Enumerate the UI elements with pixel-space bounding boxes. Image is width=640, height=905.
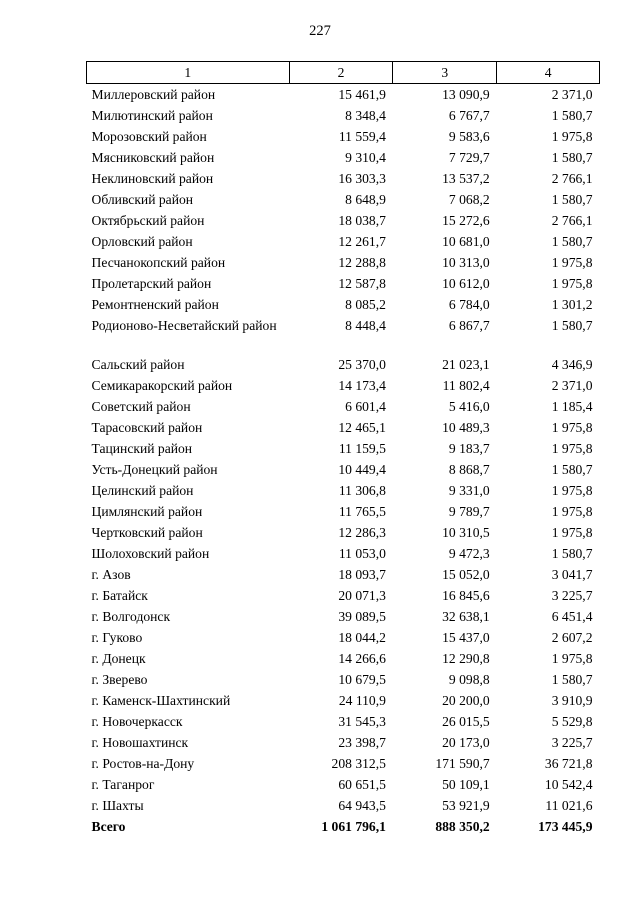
- row-value-col-3: 7 068,2: [448, 192, 490, 207]
- row-value-col-3: 7 729,7: [448, 150, 490, 165]
- table-row: [87, 459, 600, 480]
- row-value-col-3: 9 583,6: [448, 129, 490, 144]
- row-value-col-4: 2 607,2: [551, 630, 593, 645]
- row-value-col-2: 9 310,4: [345, 150, 386, 165]
- row-name-cell: Ремонтненский район: [91, 297, 219, 312]
- row-value-col-2: 12 286,3: [338, 525, 386, 540]
- row-value-col-4: 6 451,4: [551, 609, 593, 624]
- row-name-cell: г. Таганрог: [91, 777, 155, 792]
- row-value-col-4: 3 225,7: [551, 588, 593, 603]
- row-name-cell: г. Каменск-Шахтинский: [91, 693, 231, 708]
- row-value-col-3: 10 313,0: [442, 255, 490, 270]
- row-name-cell: Цимлянский район: [91, 504, 203, 519]
- table-row: [87, 543, 600, 564]
- table-row: [87, 795, 600, 816]
- table-row: [87, 690, 600, 711]
- row-value-col-3: 6 867,7: [448, 318, 490, 333]
- row-value-col-4: 2 766,1: [551, 171, 593, 186]
- row-name-cell: г. Гуково: [91, 630, 143, 645]
- table-row: [87, 294, 600, 315]
- row-value-col-4: 1 580,7: [551, 546, 593, 561]
- total-row: [87, 816, 600, 837]
- row-value-col-3: 10 310,5: [442, 525, 490, 540]
- row-value-col-2: 20 071,3: [338, 588, 386, 603]
- row-value-col-4: 3 041,7: [551, 567, 593, 582]
- row-value-col-3: 15 272,6: [442, 213, 490, 228]
- row-value-col-4: 10 542,4: [544, 777, 593, 792]
- row-value-col-3: 9 472,3: [448, 546, 490, 561]
- row-value-col-3: 171 590,7: [435, 756, 490, 771]
- row-value-col-2: 8 448,4: [345, 318, 386, 333]
- row-value-col-2: 12 261,7: [338, 234, 386, 249]
- row-name-cell: Тарасовский район: [91, 420, 203, 435]
- row-value-col-3: 15 052,0: [442, 567, 490, 582]
- row-value-col-3: 6 767,7: [448, 108, 490, 123]
- row-value-col-2: 11 559,4: [338, 129, 386, 144]
- row-name-cell: Целинский район: [91, 483, 194, 498]
- table-row: [87, 126, 600, 147]
- row-name-cell: Чертковский район: [91, 525, 203, 540]
- table-body: [87, 84, 600, 838]
- row-name-cell: Обливский район: [91, 192, 194, 207]
- total-col-3: 888 350,2: [435, 819, 490, 834]
- table-row: [87, 627, 600, 648]
- row-value-col-3: 9 789,7: [448, 504, 490, 519]
- table-row: [87, 606, 600, 627]
- row-value-col-3: 20 173,0: [442, 735, 490, 750]
- row-value-col-2: 11 765,5: [338, 504, 386, 519]
- row-name-cell: г. Зверево: [91, 672, 148, 687]
- row-name-cell: Октябрьский район: [91, 213, 205, 228]
- row-value-col-2: 60 651,5: [338, 777, 386, 792]
- row-name-cell: Шолоховский район: [91, 546, 210, 561]
- table-row: [87, 732, 600, 753]
- row-value-col-4: 1 580,7: [551, 192, 593, 207]
- row-value-col-3: 20 200,0: [442, 693, 490, 708]
- row-value-col-2: 10 449,4: [338, 462, 386, 477]
- row-value-col-4: 1 975,8: [551, 420, 593, 435]
- row-value-col-4: 2 371,0: [551, 87, 593, 102]
- table-row: [87, 354, 600, 375]
- row-value-col-3: 5 416,0: [448, 399, 490, 414]
- row-value-col-4: 1 580,7: [551, 672, 593, 687]
- row-name-cell: г. Новочеркасск: [91, 714, 183, 729]
- row-value-col-2: 12 587,8: [338, 276, 386, 291]
- table-row: [87, 753, 600, 774]
- row-value-col-4: 11 021,6: [545, 798, 593, 813]
- header-col-4: 4: [497, 62, 600, 84]
- header-col-1: 1: [87, 62, 290, 84]
- row-value-col-2: 8 348,4: [345, 108, 386, 123]
- row-value-col-4: 2 371,0: [551, 378, 593, 393]
- table-row: [87, 210, 600, 231]
- row-value-col-4: 1 580,7: [551, 108, 593, 123]
- row-value-col-4: 1 185,4: [551, 399, 593, 414]
- row-value-col-4: 1 580,7: [551, 234, 593, 249]
- row-value-col-4: 36 721,8: [544, 756, 593, 771]
- row-value-col-2: 64 943,5: [338, 798, 386, 813]
- row-value-col-3: 10 489,3: [442, 420, 490, 435]
- row-name-cell: Родионово-Несветайский район: [91, 318, 277, 333]
- page-number: 227: [309, 23, 331, 39]
- table-row: [87, 417, 600, 438]
- table-row: [87, 438, 600, 459]
- row-value-col-2: 208 312,5: [331, 756, 386, 771]
- row-value-col-4: 2 766,1: [551, 213, 593, 228]
- row-value-col-3: 50 109,1: [442, 777, 490, 792]
- row-value-col-2: 14 266,6: [338, 651, 386, 666]
- total-col-2: 1 061 796,1: [321, 819, 386, 834]
- table-row: [87, 396, 600, 417]
- row-value-col-2: 31 545,3: [338, 714, 386, 729]
- row-value-col-2: 18 038,7: [338, 213, 386, 228]
- row-value-col-2: 39 089,5: [338, 609, 386, 624]
- row-value-col-3: 13 090,9: [442, 87, 490, 102]
- row-value-col-3: 12 290,8: [442, 651, 490, 666]
- row-name-cell: Усть-Донецкий район: [91, 462, 218, 477]
- row-value-col-3: 8 868,7: [448, 462, 490, 477]
- row-value-col-3: 16 845,6: [442, 588, 490, 603]
- table-row: [87, 564, 600, 585]
- row-value-col-2: 12 465,1: [338, 420, 386, 435]
- row-value-col-4: 1 580,7: [551, 318, 593, 333]
- row-name-cell: Сальский район: [91, 357, 185, 372]
- row-name-cell: г. Ростов-на-Дону: [91, 756, 195, 771]
- row-value-col-2: 18 044,2: [338, 630, 386, 645]
- row-value-col-4: 3 225,7: [551, 735, 593, 750]
- row-value-col-2: 8 085,2: [345, 297, 386, 312]
- row-name-cell: Миллеровский район: [91, 87, 216, 102]
- row-name-cell: г. Батайск: [91, 588, 148, 603]
- row-value-col-4: 1 975,8: [551, 483, 593, 498]
- row-value-col-4: 1 580,7: [551, 150, 593, 165]
- row-value-col-4: 1 975,8: [551, 255, 593, 270]
- table-row: [87, 669, 600, 690]
- row-value-col-4: 1 975,8: [551, 504, 593, 519]
- header-row: [87, 62, 600, 84]
- row-value-col-2: 6 601,4: [345, 399, 386, 414]
- row-value-col-4: 1 975,8: [551, 129, 593, 144]
- row-value-col-4: 5 529,8: [551, 714, 593, 729]
- table-row: [87, 711, 600, 732]
- row-value-col-2: 10 679,5: [338, 672, 386, 687]
- row-value-col-2: 23 398,7: [338, 735, 386, 750]
- table-row: [87, 375, 600, 396]
- row-value-col-4: 1 975,8: [551, 525, 593, 540]
- row-name-cell: Орловский район: [91, 234, 193, 249]
- row-value-col-3: 10 612,0: [442, 276, 490, 291]
- row-name-cell: Милютинский район: [91, 108, 213, 123]
- row-value-col-2: 12 288,8: [338, 255, 386, 270]
- row-name-cell: Неклиновский район: [91, 171, 214, 186]
- row-value-col-2: 8 648,9: [345, 192, 386, 207]
- row-value-col-3: 21 023,1: [442, 357, 490, 372]
- table-row: [87, 480, 600, 501]
- row-value-col-3: 13 537,2: [442, 171, 490, 186]
- row-value-col-4: 1 580,7: [551, 462, 593, 477]
- row-name-cell: Советский район: [91, 399, 191, 414]
- row-value-col-2: 25 370,0: [338, 357, 386, 372]
- table-row: [87, 585, 600, 606]
- table-row: [87, 315, 600, 354]
- row-value-col-3: 9 098,8: [448, 672, 490, 687]
- row-value-col-3: 15 437,0: [442, 630, 490, 645]
- table-row: [87, 231, 600, 252]
- table-row: [87, 105, 600, 126]
- row-name-cell: Тацинский район: [91, 441, 193, 456]
- row-name-cell: г. Азов: [91, 567, 131, 582]
- total-col-4: 173 445,9: [538, 819, 593, 834]
- row-value-col-2: 11 306,8: [338, 483, 386, 498]
- row-value-col-4: 1 975,8: [551, 441, 593, 456]
- row-value-col-3: 11 802,4: [442, 378, 490, 393]
- table-row: [87, 522, 600, 543]
- row-name-cell: Пролетарский район: [91, 276, 212, 291]
- row-value-col-2: 18 093,7: [338, 567, 386, 582]
- table-row: [87, 501, 600, 522]
- row-value-col-2: 16 303,3: [338, 171, 386, 186]
- row-value-col-3: 32 638,1: [442, 609, 490, 624]
- table-row: [87, 189, 600, 210]
- table-row: [87, 147, 600, 168]
- table-row: [87, 648, 600, 669]
- data-table: [86, 61, 600, 837]
- row-value-col-3: 53 921,9: [442, 798, 490, 813]
- table-row: [87, 168, 600, 189]
- row-value-col-4: 1 301,2: [551, 297, 593, 312]
- row-value-col-2: 14 173,4: [338, 378, 386, 393]
- row-name-cell: Морозовский район: [91, 129, 207, 144]
- table-row: [87, 273, 600, 294]
- row-name-cell: г. Новошахтинск: [91, 735, 189, 750]
- row-name-cell: Мясниковский район: [91, 150, 215, 165]
- row-value-col-2: 11 053,0: [338, 546, 386, 561]
- row-value-col-2: 11 159,5: [338, 441, 386, 456]
- row-value-col-4: 1 975,8: [551, 651, 593, 666]
- row-name-cell: г. Донецк: [91, 651, 146, 666]
- row-name-cell: г. Шахты: [91, 798, 144, 813]
- row-value-col-2: 15 461,9: [338, 87, 386, 102]
- table-row: [87, 252, 600, 273]
- row-name-cell: Песчанокопский район: [91, 255, 226, 270]
- row-name-cell: Семикаракорский район: [91, 378, 233, 393]
- total-label: Всего: [91, 819, 126, 834]
- table-row: [87, 84, 600, 106]
- row-value-col-3: 10 681,0: [442, 234, 490, 249]
- header-col-2: 2: [289, 62, 393, 84]
- table-row: [87, 774, 600, 795]
- row-value-col-4: 3 910,9: [551, 693, 593, 708]
- row-value-col-4: 4 346,9: [551, 357, 593, 372]
- row-value-col-2: 24 110,9: [338, 693, 386, 708]
- row-name-cell: г. Волгодонск: [91, 609, 171, 624]
- row-value-col-3: 9 331,0: [448, 483, 490, 498]
- row-value-col-3: 26 015,5: [442, 714, 490, 729]
- table-header: [87, 62, 600, 84]
- row-value-col-4: 1 975,8: [551, 276, 593, 291]
- row-value-col-3: 6 784,0: [448, 297, 490, 312]
- header-col-3: 3: [393, 62, 497, 84]
- row-value-col-3: 9 183,7: [448, 441, 490, 456]
